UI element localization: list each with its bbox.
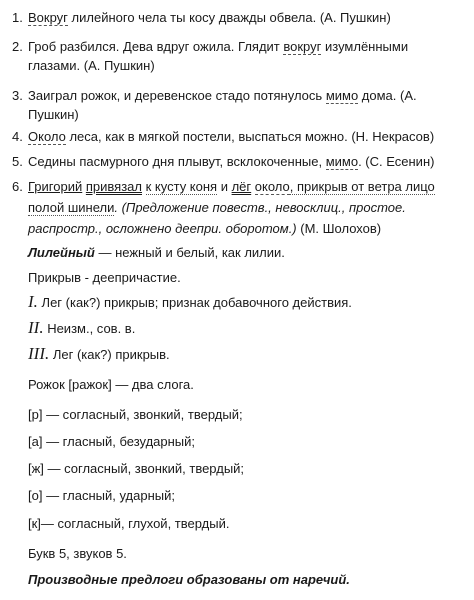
sentence-item — [12, 152, 434, 171]
sentence-text: леса, как в мягкой постели, выспаться можно. (Н. Некрасов) — [65, 129, 435, 144]
item-number: 1. — [12, 10, 23, 25]
phoneme-line: [ж] — согласный, звонкий, твердый; — [28, 461, 245, 476]
morph-point-1 — [28, 292, 352, 312]
subject-word: Григорий — [28, 179, 83, 194]
preposition-word: Около — [28, 129, 66, 144]
roman-numeral: I. — [28, 292, 38, 311]
sentence-analysis: распростр., осложнено деепри. оборотом.) — [28, 221, 297, 236]
letter-sound-count: Букв 5, звуков 5. — [28, 546, 127, 561]
sentence-continuation — [28, 198, 406, 217]
author: (М. Шолохов) — [296, 221, 382, 236]
participle-note: Прикрыв - деепричастие. — [28, 270, 181, 285]
sentence-item — [12, 8, 391, 27]
sentence-item — [12, 86, 417, 105]
syllable-note: Рожок [ражок] — два слога. — [28, 377, 194, 392]
participle-phrase: полой шинели — [28, 200, 115, 215]
sentence-item — [12, 177, 435, 196]
sentence-text: Заиграл рожок, и деревенское стадо потянулось — [28, 88, 326, 103]
sentence-item — [12, 37, 408, 56]
item-number: 2. — [12, 39, 23, 54]
sentence-continuation: глазами. (А. Пушкин) — [28, 58, 155, 73]
adverb-word: мимо — [325, 88, 359, 103]
sentence-text: Седины пасмурного дня плывут, всклокоченные, — [28, 154, 326, 169]
predicate-word: привязал — [85, 179, 142, 194]
sentence-text: изумлёнными — [321, 39, 409, 54]
roman-numeral: II. — [28, 318, 44, 337]
sentence-analysis: . (Предложение повеств., невосклиц., простое. — [114, 200, 406, 215]
sentence-text: дома. (А. — [358, 88, 417, 103]
sentence-text: . (С. Есенин) — [358, 154, 435, 169]
item-number: 3. — [12, 88, 23, 103]
sentence-item — [12, 127, 434, 146]
phoneme-line: [р] — согласный, звонкий, твердый; — [28, 407, 243, 422]
conclusion: Производные предлоги образованы от наречий. — [28, 572, 350, 587]
adverb-word: мимо — [325, 154, 359, 169]
sentence-continuation: Пушкин) — [28, 107, 79, 122]
item-number: 4. — [12, 129, 23, 144]
phoneme-line: [а] — гласный, безударный; — [28, 434, 196, 449]
definition-term: Лилейный — [28, 245, 95, 260]
morph-text: Лег (как?) прикрыв; признак добавочного действия. — [37, 295, 352, 310]
participle-phrase: , прикрыв от ветра лицо — [289, 179, 435, 194]
sentence-text: лилейного чела ты косу дважды обвела. (А. Пушкин) — [67, 10, 391, 25]
object-phrase: к кусту коня — [145, 179, 218, 194]
item-number: 5. — [12, 154, 23, 169]
phoneme-line: [о] — гласный, ударный; — [28, 488, 175, 503]
morph-point-3 — [28, 344, 170, 364]
morph-text: Неизм., сов. в. — [43, 321, 136, 336]
phoneme-line: [к]— согласный, глухой, твердый. — [28, 516, 230, 531]
predicate-word: лёг — [231, 179, 252, 194]
morph-text: Лег (как?) прикрыв. — [49, 347, 170, 362]
sentence-continuation — [28, 219, 381, 238]
sentence-text: и — [217, 179, 232, 194]
roman-numeral: III. — [28, 344, 50, 363]
definition-text: — нежный и белый, как лилии. — [94, 245, 285, 260]
sentence-text: Гроб разбился. Дева вдруг ожила. Глядит — [28, 39, 284, 54]
adverb-word: вокруг — [283, 39, 322, 54]
definition — [28, 243, 285, 262]
morph-point-2 — [28, 318, 135, 338]
preposition-word: Вокруг — [28, 10, 68, 25]
preposition-word: около — [254, 179, 290, 194]
item-number: 6. — [12, 179, 23, 194]
